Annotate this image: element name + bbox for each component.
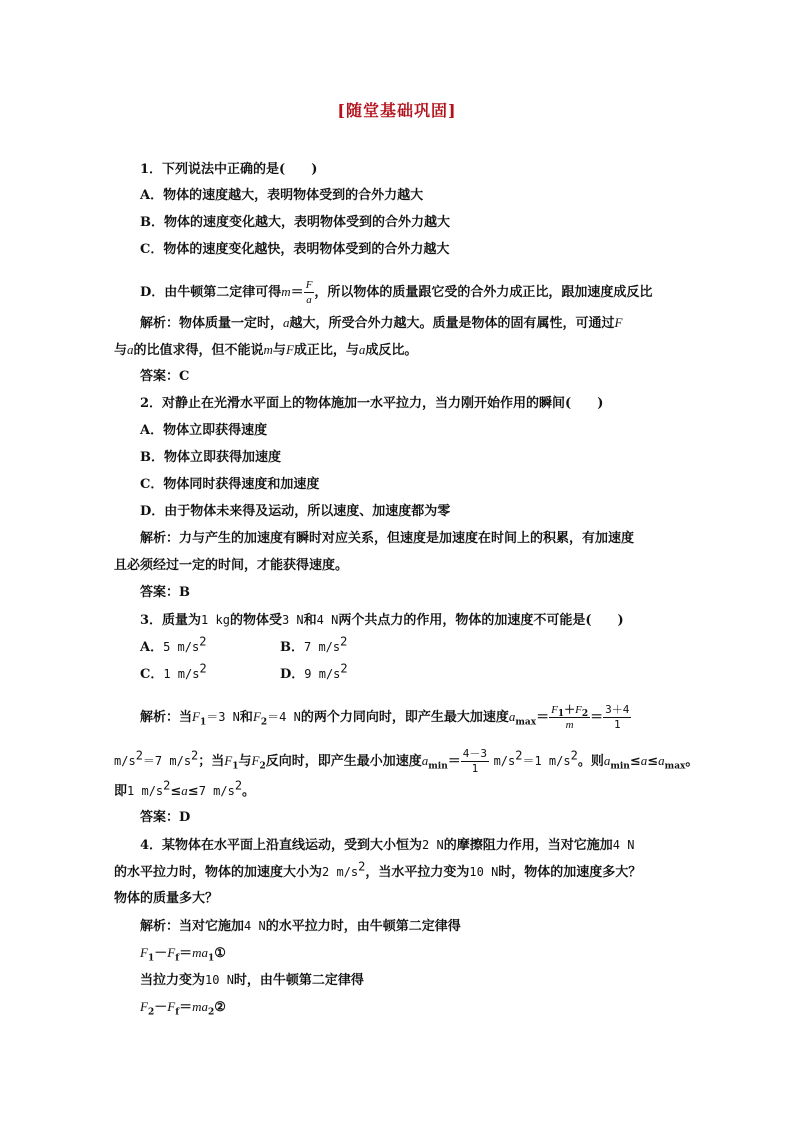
- q3-option-b: B．7 $m/s^2$: [280, 634, 348, 655]
- q1-explanation-line2: 与a的比值求得，但不能说m与F成正比，与a成反比。: [114, 342, 418, 358]
- q2-explanation-line2: 且必须经过一定的时间，才能获得速度。: [114, 558, 349, 573]
- q4-explanation-line2: 当拉力变为10 N时，由牛顿第二定律得: [140, 973, 364, 988]
- q1-explanation-line1: 解析：物体质量一定时，a越大，所受合外力越大。质量是物体的固有属性，可通过F: [140, 315, 623, 331]
- q2-option-a: A．物体立即获得速度: [140, 423, 268, 438]
- q4-stem-line3: 物体的质量多大？: [114, 891, 219, 906]
- q2-answer: 答案：B: [140, 585, 190, 600]
- q3-answer: 答案：D: [140, 810, 191, 825]
- q4-stem-line1: 4．某物体在水平面上沿直线运动，受到大小恒为2 N的摩擦阻力作用，当对它施加4 N: [140, 838, 635, 853]
- q3-explanation-line2: $m/s^2=7$ $m/s^2$；当$F_1$与$F_2$反向时，即产生最小加速度$a_{min}=$ $\frac{4-3}{1}$ $m/s^2=1$ $m/s^2$。则$a_{min}\le a\le a_{max}$。: [114, 747, 699, 775]
- q2-option-c: C．物体同时获得速度和加速度: [140, 477, 320, 492]
- q1-option-c: C．物体的速度变化越快，表明物体受到的合外力越大: [140, 242, 450, 257]
- q2-option-b: B．物体立即获得加速度: [140, 450, 281, 465]
- q1-answer: 答案：C: [140, 369, 190, 384]
- fraction-4-minus-3-over-1: $\frac{4-3}{1}$: [462, 747, 488, 775]
- q2-option-d: D．由于物体未来得及运动，所以速度、加速度都为零: [140, 504, 451, 519]
- q3-option-d: D．9 $m/s^2$: [280, 661, 348, 682]
- q3-option-c: C．1 $m/s^2$: [140, 661, 207, 682]
- q1-option-d: D．由牛顿第二定律可得m＝ $\frac{F}{a}$ ，所以物体的质量跟它受的合外力成正比，跟加速度成反比: [140, 279, 653, 306]
- q4-stem-line2: 的水平拉力时，物体的加速度大小为2 $m/s^2$，当水平拉力变为10 N时，物体的加速度多大？: [114, 859, 642, 880]
- q2-explanation-line1: 解析：力与产生的加速度有瞬时对应关系，但速度是加速度在时间上的积累，有加速度: [140, 531, 635, 546]
- q2-stem: 2．对静止在光滑水平面上的物体施加一水平拉力，当力刚开始作用的瞬间( ): [140, 396, 604, 411]
- q1-option-a: A．物体的速度越大，表明物体受到的合外力越大: [140, 188, 424, 203]
- section-title: [随堂基础巩固]: [337, 101, 457, 120]
- q4-equation-1: $F_1-F_f=ma_1①$: [140, 945, 226, 964]
- q3-stem: 3．质量为1 kg的物体受3 N和4 N两个共点力的作用，物体的加速度不可能是( ): [140, 613, 624, 628]
- q3-explanation-line3: 即1 $m/s^2\le a\le 7$ $m/s^2$。: [114, 778, 256, 799]
- q1-stem: 1．下列说法中正确的是( ): [140, 162, 318, 177]
- fraction-3-plus-4-over-1: $\frac{3+4}{1}$: [605, 703, 630, 731]
- fraction-f-over-a: $\frac{F}{a}$: [305, 279, 313, 306]
- q3-option-a: A．5 $m/s^2$: [140, 634, 207, 655]
- q1-option-b: B．物体的速度变化越大，表明物体受到的合外力越大: [140, 215, 450, 230]
- q4-equation-2: $F_2-F_f=ma_2②$: [140, 999, 226, 1018]
- fraction-f1-plus-f2-over-m: $\frac{F_1+F_2}{m}$: [551, 703, 589, 731]
- q4-explanation-line1: 解析：当对它施加4 N的水平拉力时，由牛顿第二定律得: [140, 919, 461, 934]
- q3-explanation-line1: 解析：当$F_1=3$ N和$F_2=4$ N的两个力同向时，即产生最大加速度$a_{max}=$ $\frac{F_1+F_2}{m}$ ＝ $\frac{3+4}{1}$: [140, 703, 630, 731]
